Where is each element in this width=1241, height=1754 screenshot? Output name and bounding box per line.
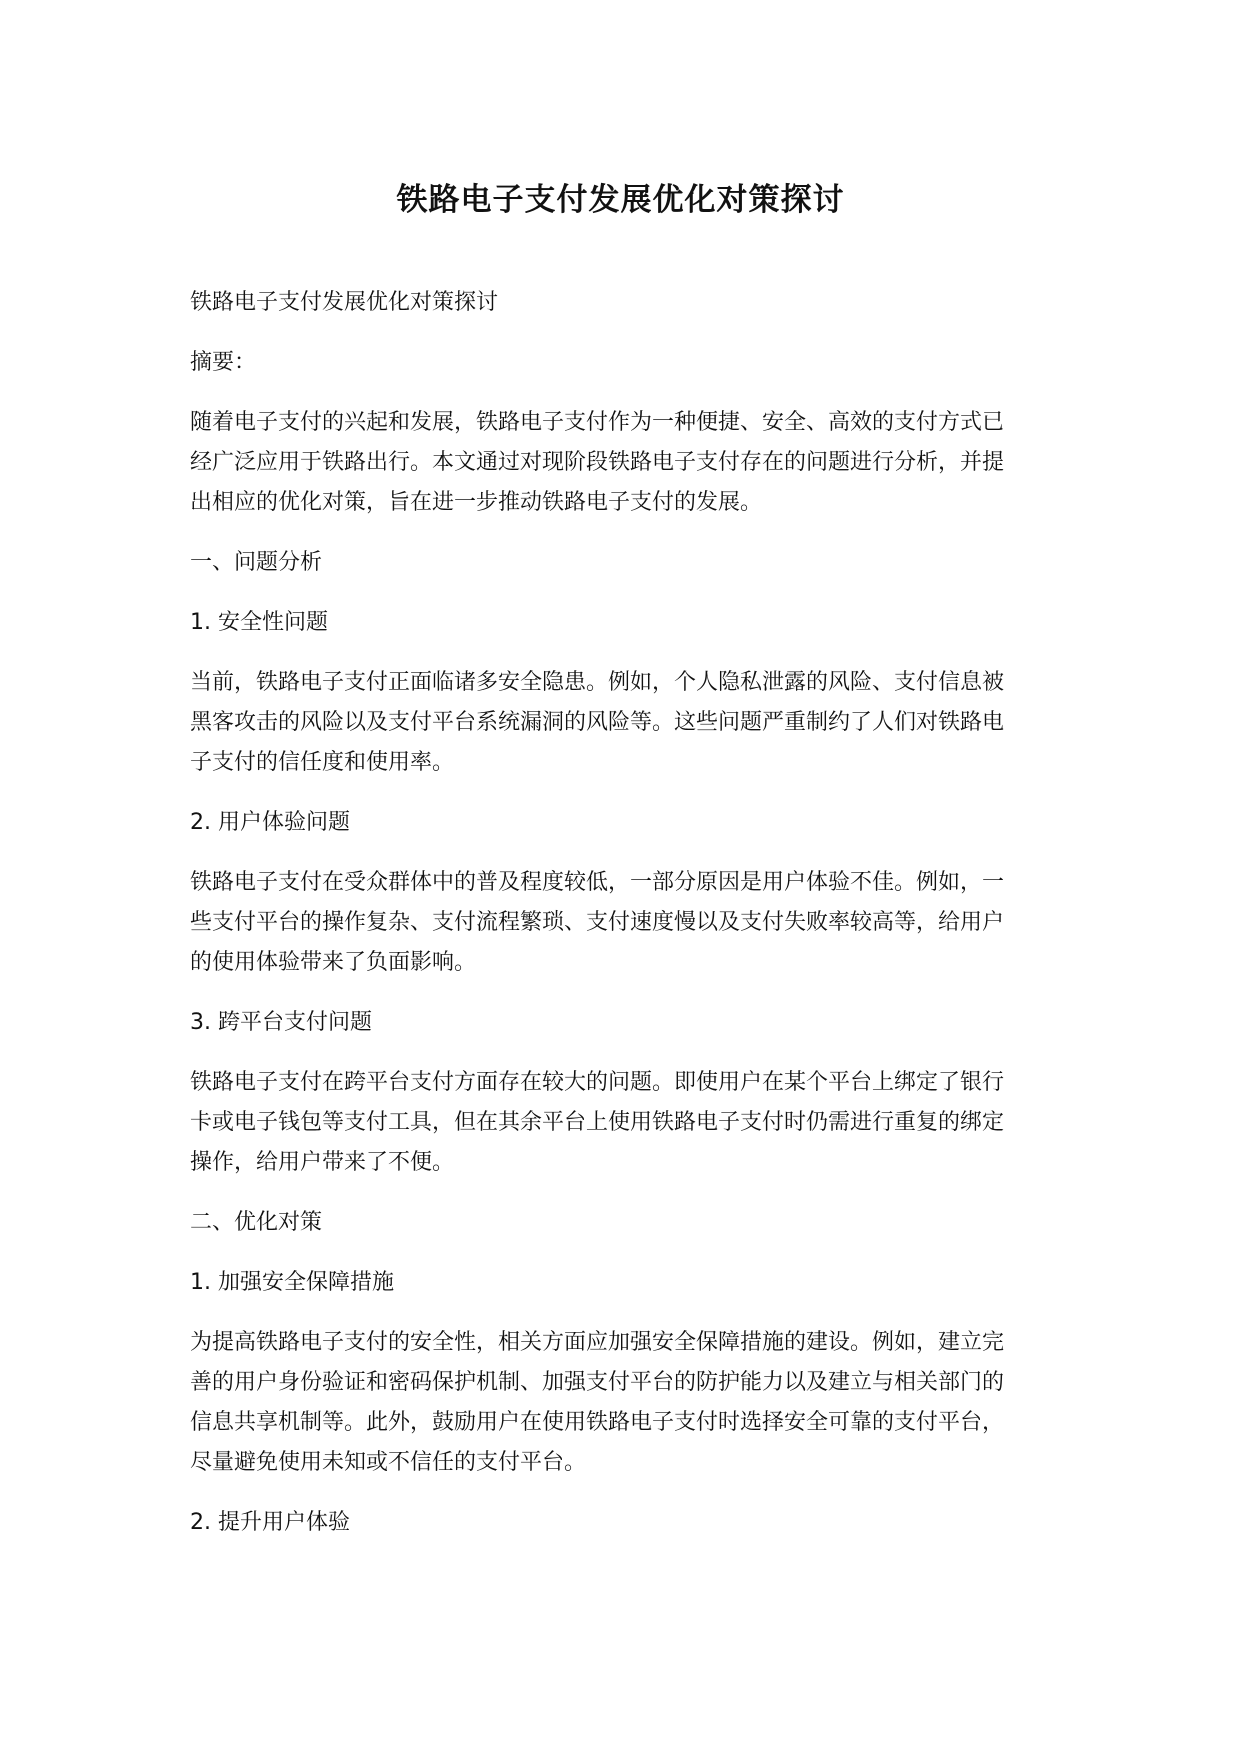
text-line: 铁路电子支付在跨平台支付方面存在较大的问题。即使用户在某个平台上绑定了银行: [190, 1070, 1005, 1095]
subtitle: [190, 283, 1050, 323]
text-line: 尽量避免使用未知或不信任的支付平台。: [190, 1450, 587, 1475]
subheading: [190, 803, 1050, 843]
paragraph-spacing: [190, 383, 1050, 403]
text-line: 铁路电子支付在受众群体中的普及程度较低，一部分原因是用户体验不佳。例如，一: [190, 870, 1005, 895]
text-line: 经广泛应用于铁路出行。本文通过对现阶段铁路电子支付存在的问题进行分析，并提: [190, 450, 1005, 475]
paragraph-spacing: [190, 783, 1050, 803]
document-title: 铁路电子支付发展优化对策探讨: [396, 182, 845, 218]
paragraph-spacing: [190, 323, 1050, 343]
text-line: 随着电子支付的兴起和发展，铁路电子支付作为一种便捷、安全、高效的支付方式已: [190, 410, 1005, 435]
paragraph-spacing: [190, 643, 1050, 663]
text-line: 二、优化对策: [190, 1210, 323, 1235]
paragraph-spacing: [190, 1243, 1050, 1263]
text-line: 一、问题分析: [190, 550, 323, 575]
text-line: 些支付平台的操作复杂、支付流程繁琐、支付速度慢以及支付失败率较高等，给用户: [190, 910, 1005, 935]
text-line: 的使用体验带来了负面影响。: [190, 950, 477, 975]
subheading: [190, 1003, 1050, 1043]
subheading: [190, 1503, 1050, 1543]
text-line: 1. 安全性问题: [190, 610, 328, 635]
section-heading: [190, 543, 1050, 583]
text-line: 2. 提升用户体验: [190, 1510, 350, 1535]
paragraph-spacing: [190, 983, 1050, 1003]
paragraph-spacing: [190, 1183, 1050, 1203]
text-line: 出相应的优化对策，旨在进一步推动铁路电子支付的发展。: [190, 490, 763, 515]
paragraph: [190, 863, 1050, 983]
text-line: 2. 用户体验问题: [190, 810, 350, 835]
paragraph: [190, 403, 1050, 523]
text-line: 子支付的信任度和使用率。: [190, 750, 455, 775]
paragraph-spacing: [190, 1303, 1050, 1323]
text-line: 铁路电子支付发展优化对策探讨: [190, 290, 499, 315]
text-line: 1. 加强安全保障措施: [190, 1270, 394, 1295]
paragraph: [190, 663, 1050, 783]
text-line: 为提高铁路电子支付的安全性，相关方面应加强安全保障措施的建设。例如，建立完: [190, 1330, 1005, 1355]
text-line: 当前，铁路电子支付正面临诸多安全隐患。例如，个人隐私泄露的风险、支付信息被: [190, 670, 1005, 695]
text-line: 操作，给用户带来了不便。: [190, 1150, 455, 1175]
paragraph-spacing: [190, 523, 1050, 543]
text-line: 善的用户身份验证和密码保护机制、加强支付平台的防护能力以及建立与相关部门的: [190, 1370, 1005, 1395]
paragraph-spacing: [190, 583, 1050, 603]
document-body: [190, 283, 1050, 1543]
section-heading: [190, 1203, 1050, 1243]
subheading: [190, 603, 1050, 643]
subheading: [190, 1263, 1050, 1303]
label: [190, 343, 1050, 383]
paragraph-spacing: [190, 1043, 1050, 1063]
paragraph-spacing: [190, 843, 1050, 863]
text-line: 3. 跨平台支付问题: [190, 1010, 372, 1035]
paragraph-spacing: [190, 1483, 1050, 1503]
text-line: 卡或电子钱包等支付工具，但在其余平台上使用铁路电子支付时仍需进行重复的绑定: [190, 1110, 1005, 1135]
paragraph: [190, 1063, 1050, 1183]
text-line: 信息共享机制等。此外，鼓励用户在使用铁路电子支付时选择安全可靠的支付平台，: [190, 1410, 1005, 1435]
text-line: 摘要：: [190, 350, 257, 375]
text-line: 黑客攻击的风险以及支付平台系统漏洞的风险等。这些问题严重制约了人们对铁路电: [190, 710, 1005, 735]
paragraph: [190, 1323, 1050, 1483]
